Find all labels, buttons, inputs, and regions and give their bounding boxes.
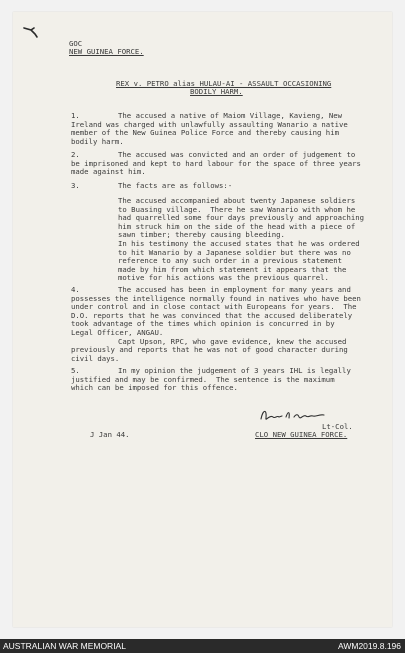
para3-fact-line: reference to any such order in a previous statement: [118, 256, 343, 266]
footer-accession-number: AWM2019.8.196: [338, 641, 401, 651]
para2-line: The accused was convicted and an order of judgement to: [118, 150, 356, 159]
para4-line: civil days.: [71, 353, 120, 363]
para2-line: made against him.: [71, 167, 146, 177]
para1-line: bodily harm.: [71, 136, 124, 146]
footer-bar: [0, 639, 405, 653]
para4-line: D.O. reports that he was convinced that the accused deliberately: [71, 310, 353, 320]
para4-line: possesses the intelligence normally found in natives who have been: [71, 293, 361, 303]
para1-line: member of the New Guinea Police Force and thereby causing him: [71, 128, 339, 138]
para3-fact-line: to hit Wanario by a Japanese soldier but there was no: [118, 247, 351, 257]
ink-mark-icon: [22, 25, 42, 39]
para1-line: Ireland was charged with unlawfully assaulting Wanario a native: [71, 119, 348, 129]
para4-line: Capt Upson, RPC, who gave evidence, knew the accused: [96, 336, 347, 346]
para4-line: previously and reports that he was not of good character during: [71, 345, 348, 355]
para4-line: The accused has been in employment for many years and: [118, 285, 351, 294]
signatory-rank: Lt-Col.: [322, 422, 353, 431]
para3-fact-line: had quarrelled some four days previously and approaching: [118, 213, 365, 223]
title-line-2: BODILY HARM.: [190, 87, 243, 96]
para4-line: Legal Officer, ANGAU.: [71, 328, 164, 337]
footer-credit: AUSTRALIAN WAR MEMORIAL: [3, 641, 126, 651]
para4-line: took advantage of the times which opinion is concurred in by: [71, 319, 335, 329]
document-date: J Jan 44.: [90, 430, 130, 439]
para3-fact-line: In his testimony the accused states that he was ordered: [118, 239, 360, 248]
para3-fact-line: made by him from which statement it appears that the: [118, 264, 347, 274]
para4-number: 4.: [71, 285, 80, 294]
para3-fact-line: to Buasing village. There he saw Wanario with whom he: [118, 204, 356, 214]
para3-fact-line: him struck him on the side of the head with a piece of: [118, 221, 356, 231]
para5-line: which can be imposed for this offence.: [71, 383, 238, 393]
para2-line: be imprisoned and kept to hard labour for the space of three years: [71, 158, 361, 168]
para1-number: 1.: [71, 111, 80, 120]
para3-number: 3.: [71, 181, 80, 190]
para3-intro: The facts are as follows:-: [118, 181, 233, 190]
addressee-line-1: GOC: [69, 39, 83, 48]
para5-number: 5.: [71, 366, 80, 375]
para1-line: The accused a native of Maiom Village, Kavieng, New: [118, 111, 343, 120]
title-line-1: REX v. PETRO alias HULAU-AI - ASSAULT OCCASIONING: [116, 79, 332, 88]
para3-fact-line: sawn timber; thereby causing bleeding.: [118, 230, 285, 240]
addressee-line-2: NEW GUINEA FORCE.: [69, 47, 144, 56]
para5-line: In my opinion the judgement of 3 years IHL is legally: [118, 366, 351, 375]
para3-fact-line: motive for his actions was the previous quarrel.: [118, 273, 329, 283]
para4-line: under control and in close contact with Europeans for years. The: [71, 302, 357, 312]
para2-number: 2.: [71, 150, 80, 159]
signature-icon: [258, 405, 330, 425]
signatory-title: CLO NEW GUINEA FORCE.: [255, 430, 348, 439]
para3-fact-line: The accused accompanied about twenty Japanese soldiers: [118, 196, 356, 205]
para5-line: justified and may be confirmed. The sentence is the maximum: [71, 374, 335, 384]
